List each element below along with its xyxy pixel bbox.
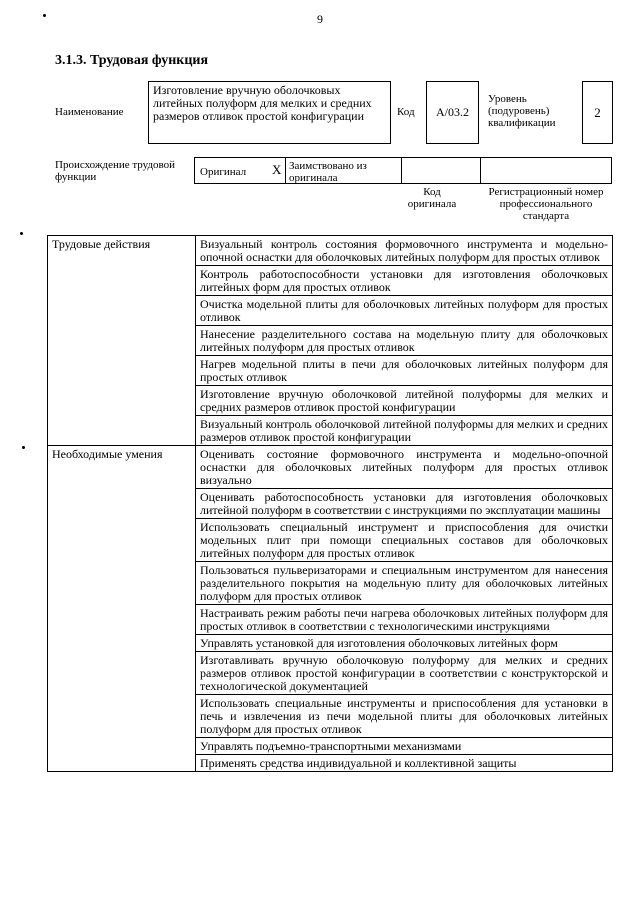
scan-speck xyxy=(22,446,25,449)
origin-row xyxy=(194,157,613,184)
list-item: Применять средства индивидуальной и коллективной защиты xyxy=(196,755,613,772)
code-original-caption: Код оригинала xyxy=(407,186,457,210)
table-row xyxy=(48,236,613,266)
function-code: А/03.2 xyxy=(426,81,479,144)
level-label: Уровень (подуровень) квалификации xyxy=(488,93,556,129)
origin-regnum-cell xyxy=(480,157,612,184)
origin-code-cell xyxy=(401,157,481,184)
origin-original-cell xyxy=(194,157,286,184)
origin-borrowed-label: Заимствовано из оригинала xyxy=(289,160,367,184)
list-item: Контроль работоспособности установки для изготовления оболочковых литейных форм для простых отливок xyxy=(196,266,613,296)
origin-original-mark: X xyxy=(272,162,282,177)
list-item: Визуальный контроль состояния формовочного инструмента и модельно-опочной оснастки для оболочковых литейных полуформ для простых отливок xyxy=(196,236,613,266)
origin-label: Происхождение трудовой функции xyxy=(55,159,176,183)
list-item: Управлять установкой для изготовления оболочковых литейных форм xyxy=(196,635,613,652)
section-heading: 3.1.3. Трудовая функция xyxy=(55,53,209,68)
function-name: Изготовление вручную оболочковых литейных полуформ для мелких и средних размеров отливок простой конфигурации xyxy=(148,81,391,144)
list-item: Использовать специальные инструменты и приспособления для установки в печь и извлечения из печи модельной плиты для оболочковых литейных полуформ для простых отливок xyxy=(196,695,613,738)
list-item: Настраивать режим работы печи нагрева оболочковых литейных полуформ для простых отливок в соответствии с технологическими инструкциями xyxy=(196,605,613,635)
list-item: Изготавливать вручную оболочковую полуформу для мелких и средних размеров отливок простой конфигурации в соответствии с конструкторской и технологической документацией xyxy=(196,652,613,695)
qualification-level: 2 xyxy=(582,81,613,144)
list-item: Оценивать состояние формовочного инструмента и модельно-опочной оснастки для оболочковых литейных полуформ для простых отливок визуально xyxy=(196,446,613,489)
table-row xyxy=(48,446,613,489)
list-item: Нагрев модельной плиты в печи для оболочковых литейных полуформ для простых отливок xyxy=(196,356,613,386)
function-table xyxy=(47,235,613,772)
name-label: Наименование xyxy=(55,106,124,118)
list-item: Управлять подъемно-транспортными механизмами xyxy=(196,738,613,755)
section-title: Трудовые действия xyxy=(48,236,196,446)
page-number: 9 xyxy=(317,12,323,26)
list-item: Визуальный контроль оболочковой литейной полуформы для мелких и средних размеров отливок простой конфигурации xyxy=(196,416,613,446)
list-item: Очистка модельной плиты для оболочковых литейных полуформ для простых отливок xyxy=(196,296,613,326)
origin-original-label: Оригинал xyxy=(200,166,247,178)
list-item: Нанесение разделительного состава на модельную плиту для оболочковых литейных полуформ для простых отливок xyxy=(196,326,613,356)
origin-borrowed-cell xyxy=(285,157,402,184)
reg-number-caption: Регистрационный номер профессионального стандарта xyxy=(488,186,604,222)
section-title: Необходимые умения xyxy=(48,446,196,772)
scan-speck xyxy=(20,232,23,235)
list-item: Использовать специальный инструмент и приспособления для очистки модельных плит при помощи специальных составов для оболочковых литейных полуформ для простых отливок xyxy=(196,519,613,562)
list-item: Изготовление вручную оболочковой литейной полуформы для мелких и средних размеров отливок простой конфигурации xyxy=(196,386,613,416)
code-label: Код xyxy=(397,106,415,118)
list-item: Оценивать работоспособность установки для изготовления оболочковых литейной полуформ в соответствии с инструкциями по эксплуатации машины xyxy=(196,489,613,519)
list-item: Пользоваться пульверизаторами и специальным инструментом для нанесения разделительного покрытия на модельную плиту для оболочковых литейных полуформ для простых отливок xyxy=(196,562,613,605)
